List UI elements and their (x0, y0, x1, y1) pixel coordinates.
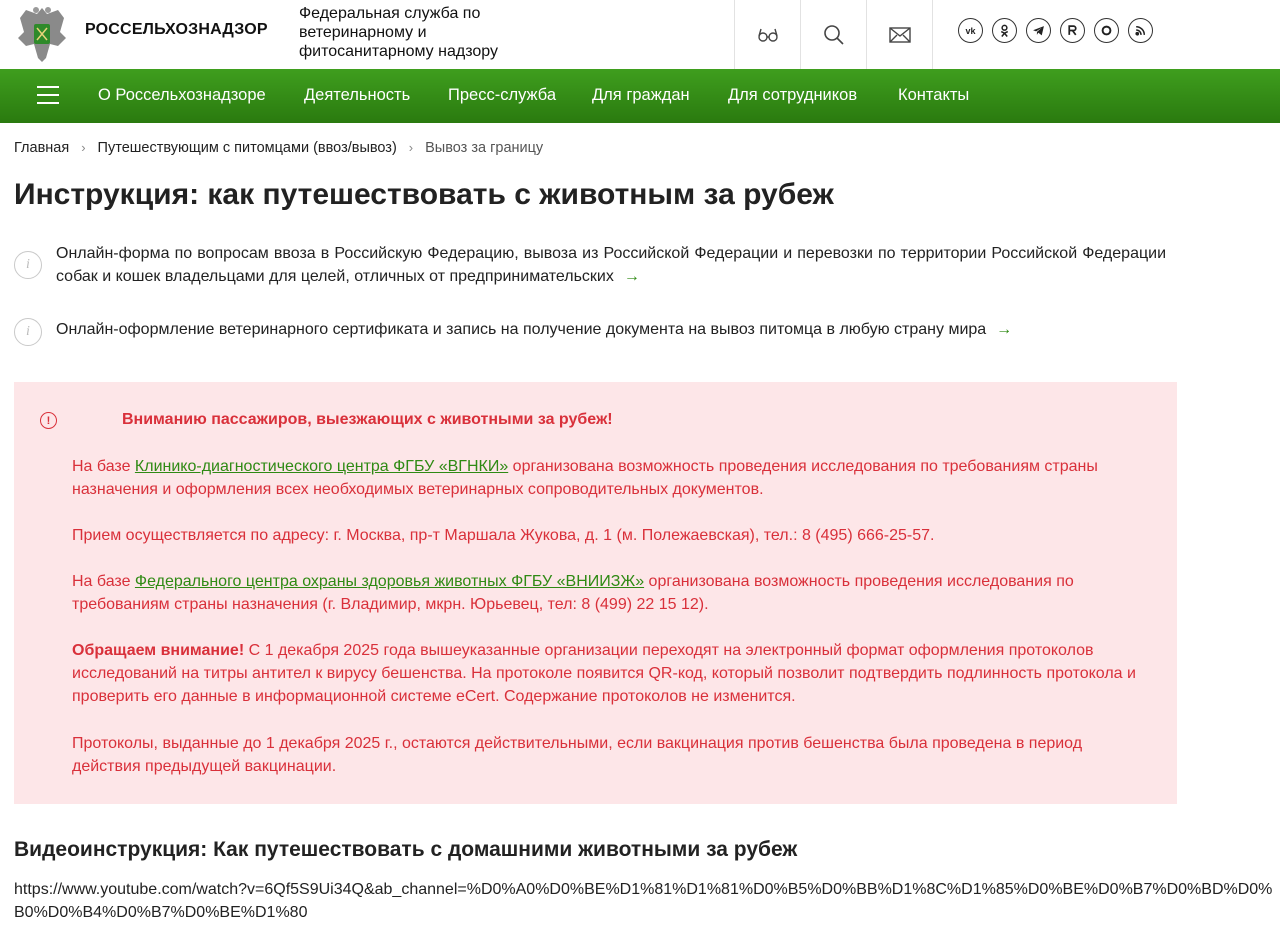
rss-icon[interactable] (1128, 18, 1153, 43)
alert-emphasis: Обращаем внимание! (72, 642, 245, 659)
vgnki-link[interactable]: Клинико-диагностического центра ФГБУ «ВГНКИ» (134, 458, 509, 475)
rutube-icon[interactable] (1060, 18, 1085, 43)
breadcrumb-section[interactable]: Путешествующим с питомцами (ввоз/вывоз) (97, 140, 397, 156)
info-link-certificate[interactable] (14, 318, 1174, 346)
arrow-right-icon[interactable]: → (623, 268, 640, 285)
alert-title: Вниманию пассажиров, выезжающих с животными за рубеж! (122, 411, 613, 428)
search-button[interactable] (800, 0, 867, 69)
video-url[interactable]: https://www.youtube.com/watch?v=6Qf5S9Ui34Q&ab_channel=%D0%A0%D0%BE%D1%81%D1%81%D0%B5%D0%BB%D1%8C%D1%85%D0%BE%D0%B7%D0%BD%D0%B0%D0%B4%D0%B7%D0%BE%D1%80 (14, 881, 1273, 921)
coat-of-arms-icon[interactable] (14, 2, 70, 64)
odnoklassniki-icon[interactable] (992, 18, 1017, 43)
vniizzh-link[interactable]: Федерального центра охраны здоровья животных ФГБУ «ВНИИЗЖ» (134, 573, 645, 590)
nav-item-contacts[interactable]: Контакты (898, 86, 970, 104)
video-heading: Видеоинструкция: Как путешествовать с домашними животными за рубеж (14, 838, 798, 861)
mail-button[interactable] (866, 0, 933, 69)
site-header (0, 0, 1280, 69)
breadcrumb-home[interactable]: Главная (14, 140, 70, 156)
info-icon: i (14, 251, 42, 279)
nav-item-press[interactable]: Пресс-служба (448, 86, 556, 104)
alert-paragraph: Протоколы, выданные до 1 декабря 2025 г., остаются действительными, если вакцинация против бешенства была проведена в период действия предыдущей вакцинации. (72, 735, 1083, 775)
mail-icon (888, 23, 912, 47)
max-icon[interactable] (1094, 18, 1119, 43)
main-nav (0, 69, 1280, 123)
brand-name[interactable]: РОССЕЛЬХОЗНАДЗОР (85, 21, 268, 38)
alert-paragraph: Обращаем внимание! С 1 декабря 2025 года вышеуказанные организации переходят на электронный формат оформления протоколов исследований на титры антител к вирусу бешенства. На протоколе появится QR-код, который позволит подтвердить подлинность протокола и проверить его данные в информационной системе eCert. Содержание протоколов не изменится. (72, 642, 1136, 705)
nav-item-employees[interactable]: Для сотрудников (728, 86, 858, 104)
info-link-text[interactable]: Онлайн-форма по вопросам ввоза в Российскую Федерацию, вывоза из Российской Федерации и перевозки по территории Российской Федерации собак и кошек владельцами для целей, отличных от предпринимательских (56, 245, 1166, 285)
chevron-right-icon: › (408, 140, 414, 155)
breadcrumb (14, 140, 543, 156)
search-icon (822, 23, 846, 47)
menu-icon[interactable] (37, 86, 59, 104)
exclamation-icon: ! (40, 412, 57, 429)
info-link-text[interactable]: Онлайн-оформление ветеринарного сертификата и запись на получение документа на вывоз питомца в любую страну мира (56, 321, 987, 338)
alert-paragraph: Прием осуществляется по адресу: г. Москва, пр-т Маршала Жукова, д. 1 (м. Полежаевская), тел.: 8 (495) 666-25-57. (72, 527, 935, 544)
chevron-right-icon: › (81, 140, 86, 155)
telegram-icon[interactable] (1026, 18, 1051, 43)
alert-paragraph: На базе Клинико-диагностического центра ФГБУ «ВГНКИ» организована возможность проведения исследования по требованиям страны назначения и оформления всех необходимых ветеринарных сопроводительных документов. (72, 458, 1098, 498)
breadcrumb-current: Вывоз за границу (425, 140, 544, 156)
vk-icon[interactable]: vk (958, 18, 983, 43)
info-icon: i (14, 318, 42, 346)
alert-paragraph: На базе Федерального центра охраны здоровья животных ФГБУ «ВНИИЗЖ» организована возможность проведения исследования по требованиям страны назначения (г. Владимир, мкрн. Юрьевец, тел: 8 (499) 22 15 12). (72, 573, 1074, 613)
brand-tagline: Федеральная служба по ветеринарному и фитосанитарному надзору (299, 5, 498, 60)
passenger-alert (14, 382, 1177, 804)
nav-item-citizens[interactable]: Для граждан (592, 86, 690, 104)
arrow-right-icon[interactable]: → (996, 321, 1013, 338)
info-link-online-form[interactable] (14, 242, 1174, 292)
social-links (958, 18, 1153, 43)
page-title: Инструкция: как путешествовать с животным за рубеж (14, 178, 834, 211)
accessibility-button[interactable] (734, 0, 801, 69)
glasses-icon (756, 23, 780, 47)
nav-item-about[interactable]: О Россельхознадзоре (98, 86, 266, 104)
nav-item-activity[interactable]: Деятельность (304, 86, 411, 104)
